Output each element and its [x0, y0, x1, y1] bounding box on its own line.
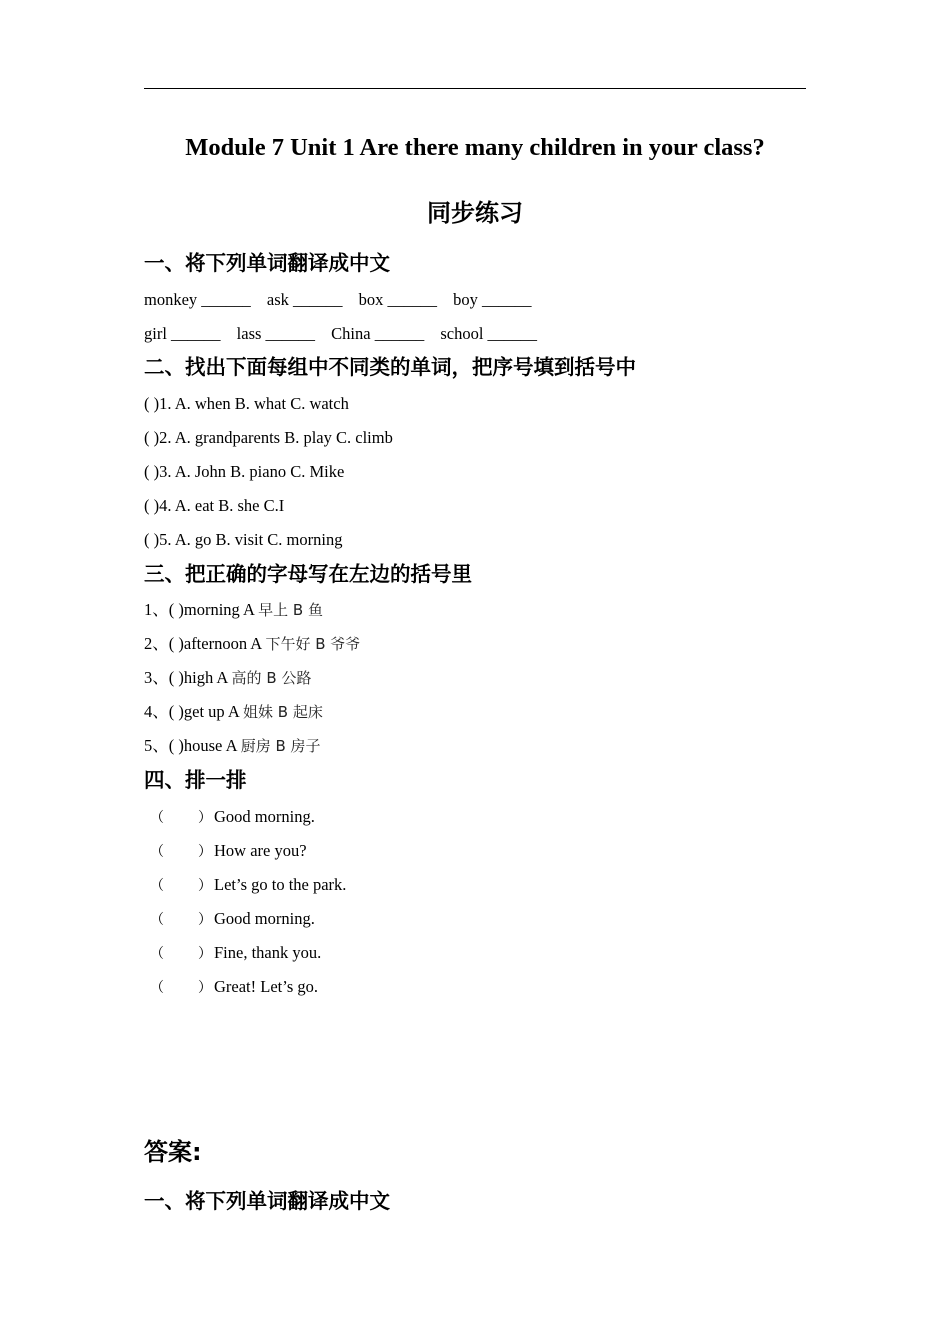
match-item — [144, 599, 323, 621]
right-paren: ） — [198, 878, 212, 894]
dialogue-order-item — [150, 908, 315, 931]
right-paren: ） — [198, 844, 212, 860]
odd-one-out-item: ( )1. A. when B. what C. watch — [144, 394, 349, 413]
vocab-item: China ______ — [331, 324, 425, 343]
dialogue-order-item — [150, 942, 321, 965]
match-options: 姐妹 B 起床 — [243, 703, 323, 721]
right-paren: ） — [198, 810, 212, 826]
match-prefix: 4、( )get up A — [144, 702, 243, 721]
right-paren: ） — [198, 912, 212, 928]
match-options: 厨房 B 房子 — [240, 737, 321, 755]
dialogue-line: Great! Let’s go. — [214, 977, 319, 996]
match-options: 下午好 B 爷爷 — [265, 635, 361, 653]
odd-one-out-item: ( )5. A. go B. visit C. morning — [144, 530, 343, 549]
dialogue-order-item — [150, 840, 307, 863]
vocab-item: girl ______ — [144, 324, 221, 343]
document-title: Module 7 Unit 1 Are there many children in your class? — [185, 134, 765, 161]
answers-section1-heading: 一、将下列单词翻译成中文 — [144, 1189, 390, 1213]
vocab-item: box ______ — [358, 290, 438, 309]
right-paren: ） — [198, 946, 212, 962]
vocab-row-1 — [144, 289, 544, 311]
left-paren: （ — [150, 810, 164, 826]
section2-heading: 二、找出下面每组中不同类的单词，把序号填到括号中 — [144, 355, 636, 379]
match-options: 高的 B 公路 — [231, 669, 312, 687]
match-item — [144, 735, 321, 757]
match-prefix: 2、( )afternoon A — [144, 634, 266, 653]
match-options: 早上 B 鱼 — [258, 601, 323, 619]
vocab-item: school ______ — [440, 324, 538, 343]
left-paren: （ — [150, 878, 164, 894]
match-item — [144, 633, 360, 655]
header-rule — [144, 88, 806, 89]
match-item — [144, 667, 311, 689]
dialogue-line: Let’s go to the park. — [214, 875, 347, 894]
match-prefix: 3、( )high A — [144, 668, 232, 687]
dialogue-order-item — [150, 874, 346, 897]
dialogue-order-item — [150, 976, 318, 999]
right-paren: ） — [198, 980, 212, 996]
answers-title: 答案: — [144, 1138, 202, 1166]
vocab-item: monkey ______ — [144, 290, 251, 309]
odd-one-out-item: ( )4. A. eat B. she C.I — [144, 496, 285, 515]
odd-one-out-item: ( )2. A. grandparents B. play C. climb — [144, 428, 393, 447]
dialogue-line: Fine, thank you. — [214, 943, 322, 962]
left-paren: （ — [150, 946, 164, 962]
vocab-item: lass ______ — [236, 324, 316, 343]
vocab-item: boy ______ — [453, 290, 532, 309]
dialogue-order-item — [150, 806, 315, 829]
dialogue-line: Good morning. — [214, 807, 315, 826]
dialogue-line: Good morning. — [214, 909, 315, 928]
match-prefix: 5、( )house A — [144, 736, 241, 755]
dialogue-line: How are you? — [214, 841, 307, 860]
section4-heading: 四、排一排 — [144, 768, 247, 792]
vocab-item: ask ______ — [266, 290, 343, 309]
odd-one-out-item: ( )3. A. John B. piano C. Mike — [144, 462, 345, 481]
section3-heading: 三、把正确的字母写在左边的括号里 — [144, 562, 472, 586]
document-subtitle: 同步练习 — [427, 199, 523, 227]
left-paren: （ — [150, 980, 164, 996]
left-paren: （ — [150, 844, 164, 860]
left-paren: （ — [150, 912, 164, 928]
vocab-row-2 — [144, 323, 549, 345]
match-prefix: 1、( )morning A — [144, 600, 259, 619]
section1-heading: 一、将下列单词翻译成中文 — [144, 251, 390, 275]
match-item — [144, 701, 323, 723]
